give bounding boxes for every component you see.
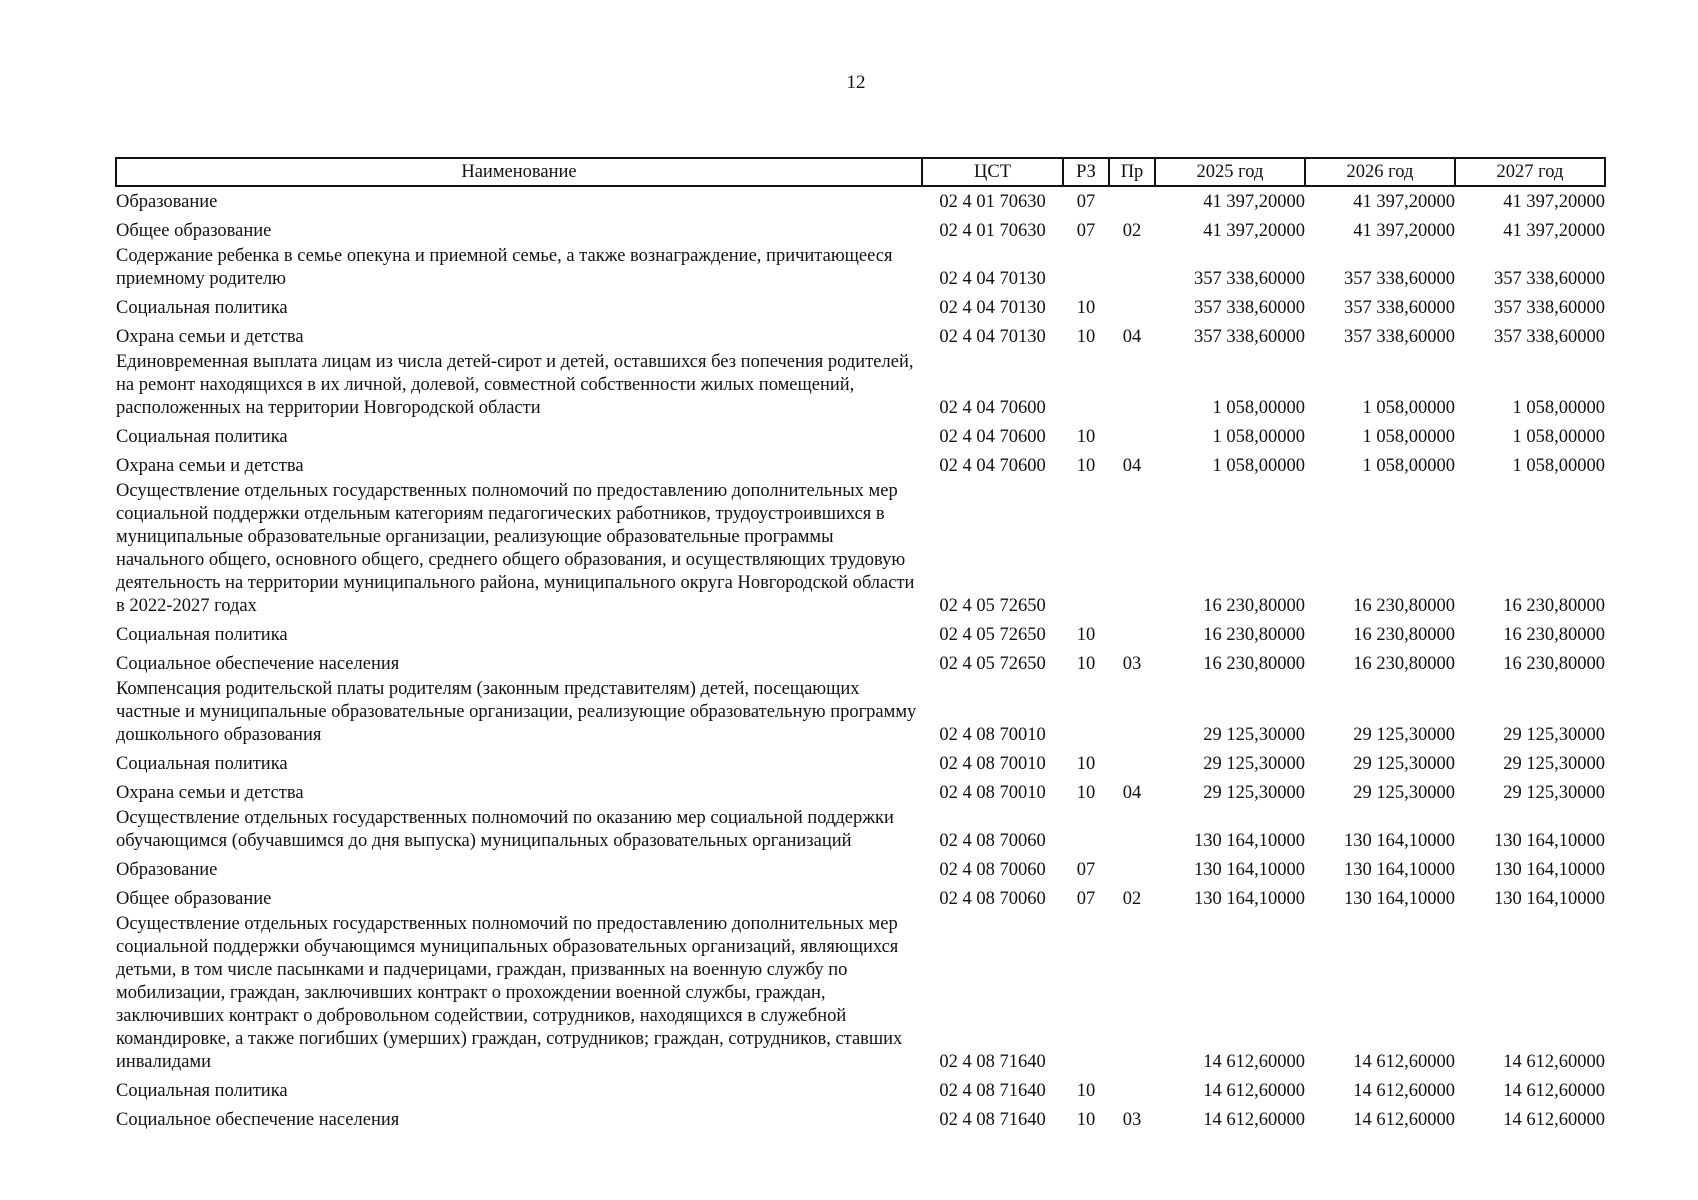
- cell-2026: 130 164,10000: [1344, 889, 1455, 909]
- table-row: [116, 186, 1605, 216]
- cell-2027: 14 612,60000: [1503, 1052, 1605, 1072]
- table-row: [116, 351, 1605, 422]
- cell-rz: 10: [1076, 625, 1096, 645]
- cell-2025: 16 230,80000: [1203, 625, 1305, 645]
- cell-pr: [1109, 855, 1155, 884]
- table-row: [116, 884, 1605, 913]
- table-row: [116, 855, 1605, 884]
- cell-2025: 357 338,60000: [1194, 327, 1305, 347]
- cell-2026: 16 230,80000: [1353, 596, 1455, 616]
- table-row: [116, 451, 1605, 480]
- cell-name: Образование: [116, 192, 218, 212]
- cell-cst: 02 4 08 71640: [939, 1052, 1046, 1072]
- cell-2026: 130 164,10000: [1344, 860, 1455, 880]
- table-row: [116, 245, 1605, 293]
- cell-rz: [1063, 807, 1109, 855]
- cell-pr: [1109, 913, 1155, 1076]
- cell-2026: 41 397,20000: [1353, 221, 1455, 241]
- table-row: [116, 216, 1605, 245]
- cell-cst: 02 4 08 70010: [939, 725, 1046, 745]
- cell-pr: [1109, 245, 1155, 293]
- cell-2025: 357 338,60000: [1194, 269, 1305, 289]
- cell-2027: 16 230,80000: [1503, 654, 1605, 674]
- cell-2027: 29 125,30000: [1503, 725, 1605, 745]
- cell-name: Охрана семьи и детства: [116, 783, 304, 803]
- cell-cst: 02 4 04 70130: [939, 269, 1046, 289]
- cell-2027: 357 338,60000: [1494, 298, 1605, 318]
- cell-pr: 03: [1122, 1110, 1142, 1130]
- cell-rz: [1063, 913, 1109, 1076]
- cell-cst: 02 4 08 70010: [939, 783, 1046, 803]
- cell-2027: 130 164,10000: [1494, 889, 1605, 909]
- table-row: [116, 322, 1605, 351]
- cell-rz: 07: [1076, 221, 1096, 241]
- cell-name: Осуществление отдельных государственных полномочий по предоставлению дополнительных мер социальной поддержки обучающимся муниципальных образовательных организаций, являющихся детьми, в том числе пасынками и падчерицами, граждан, призванных на военную службу по мобилизации, граждан, заключивших контракт о прохождении военной службы, граждан, заключивших контракт о добровольном содействии, сотрудников, находящихся в служебной командировке, а также погибших (умерших) граждан, сотрудников; граждан, сотрудников, ставших инвалидами: [116, 914, 903, 1072]
- cell-name: Компенсация родительской платы родителям (законным представителям) детей, посещающих частные и муниципальные образовательные организации, реализующие образовательную программу дошкольного образования: [116, 679, 917, 745]
- cell-cst: 02 4 04 70600: [939, 427, 1046, 447]
- cell-name: Охрана семьи и детства: [116, 327, 304, 347]
- cell-2025: 1 058,00000: [1212, 456, 1305, 476]
- cell-2025: 16 230,80000: [1203, 596, 1305, 616]
- header-2026: 2026 год: [1305, 158, 1455, 186]
- cell-pr: [1109, 749, 1155, 778]
- table-row: [116, 778, 1605, 807]
- budget-table: [115, 157, 1606, 1134]
- cell-2026: 14 612,60000: [1353, 1081, 1455, 1101]
- cell-pr: 02: [1122, 221, 1142, 241]
- cell-2026: 29 125,30000: [1353, 783, 1455, 803]
- cell-rz: [1063, 678, 1109, 749]
- cell-2025: 29 125,30000: [1203, 725, 1305, 745]
- table-body: [116, 186, 1605, 1134]
- cell-cst: 02 4 01 70630: [939, 192, 1046, 212]
- cell-rz: 07: [1076, 889, 1096, 909]
- cell-2025: 41 397,20000: [1203, 192, 1305, 212]
- cell-name: Общее образование: [116, 889, 272, 909]
- cell-pr: [1109, 293, 1155, 322]
- cell-cst: 02 4 05 72650: [939, 625, 1046, 645]
- header-cst: ЦСТ: [922, 158, 1063, 186]
- cell-2027: 29 125,30000: [1503, 783, 1605, 803]
- cell-2027: 41 397,20000: [1503, 221, 1605, 241]
- cell-name: Общее образование: [116, 221, 272, 241]
- table-row: [116, 913, 1605, 1076]
- cell-pr: 04: [1122, 456, 1142, 476]
- cell-name: Охрана семьи и детства: [116, 456, 304, 476]
- cell-pr: [1109, 1076, 1155, 1105]
- cell-2026: 357 338,60000: [1344, 298, 1455, 318]
- cell-name: Социальное обеспечение населения: [116, 654, 400, 674]
- cell-2025: 29 125,30000: [1203, 754, 1305, 774]
- cell-2026: 14 612,60000: [1353, 1110, 1455, 1130]
- cell-2025: 130 164,10000: [1194, 889, 1305, 909]
- cell-2027: 357 338,60000: [1494, 327, 1605, 347]
- cell-name: Образование: [116, 860, 218, 880]
- cell-2026: 16 230,80000: [1353, 654, 1455, 674]
- cell-pr: 03: [1122, 654, 1142, 674]
- cell-pr: [1109, 807, 1155, 855]
- cell-rz: 10: [1076, 427, 1096, 447]
- cell-cst: 02 4 05 72650: [939, 596, 1046, 616]
- cell-name: Социальная политика: [116, 625, 288, 645]
- cell-name: Социальное обеспечение населения: [116, 1110, 400, 1130]
- cell-2025: 130 164,10000: [1194, 860, 1305, 880]
- cell-2027: 41 397,20000: [1503, 192, 1605, 212]
- table-row: [116, 293, 1605, 322]
- cell-rz: 10: [1076, 1081, 1096, 1101]
- table-row: [116, 422, 1605, 451]
- cell-name: Осуществление отдельных государственных полномочий по предоставлению дополнительных мер социальной поддержки отдельным категориям педагогических работников, трудоустроившихся в муниципальные образовательные организации, реализующие образовательные программы начального общего, основного общего, среднего общего образования, и осуществляющих трудовую деятельность на территории муниципального района, муниципального округа Новгородской области в 2022-2027 годах: [116, 481, 915, 616]
- table-row: [116, 678, 1605, 749]
- cell-cst: 02 4 08 70060: [939, 860, 1046, 880]
- cell-2027: 1 058,00000: [1512, 427, 1605, 447]
- header-rz: РЗ: [1063, 158, 1109, 186]
- cell-2027: 16 230,80000: [1503, 596, 1605, 616]
- cell-cst: 02 4 08 71640: [939, 1081, 1046, 1101]
- table-row: [116, 807, 1605, 855]
- table-row: [116, 649, 1605, 678]
- cell-pr: 04: [1122, 783, 1142, 803]
- cell-2026: 1 058,00000: [1362, 398, 1455, 418]
- table-row: [116, 480, 1605, 620]
- cell-pr: [1109, 351, 1155, 422]
- cell-2027: 14 612,60000: [1503, 1110, 1605, 1130]
- cell-2026: 41 397,20000: [1353, 192, 1455, 212]
- cell-rz: 10: [1076, 327, 1096, 347]
- cell-rz: 10: [1076, 456, 1096, 476]
- cell-pr: [1109, 620, 1155, 649]
- cell-pr: 04: [1122, 327, 1142, 347]
- table-row: [116, 1105, 1605, 1134]
- cell-pr: [1109, 186, 1155, 216]
- cell-2025: 1 058,00000: [1212, 398, 1305, 418]
- cell-cst: 02 4 05 72650: [939, 654, 1046, 674]
- cell-2027: 357 338,60000: [1494, 269, 1605, 289]
- header-2027: 2027 год: [1455, 158, 1605, 186]
- table-header: [116, 158, 1605, 186]
- header-row: [116, 158, 1605, 186]
- cell-2025: 41 397,20000: [1203, 221, 1305, 241]
- cell-cst: 02 4 01 70630: [939, 221, 1046, 241]
- cell-cst: 02 4 08 70010: [939, 754, 1046, 774]
- cell-name: Социальная политика: [116, 298, 288, 318]
- header-name: Наименование: [116, 158, 922, 186]
- header-2025: 2025 год: [1155, 158, 1305, 186]
- page-number: 12: [846, 72, 866, 93]
- cell-cst: 02 4 04 70130: [939, 327, 1046, 347]
- cell-2025: 16 230,80000: [1203, 654, 1305, 674]
- cell-2025: 14 612,60000: [1203, 1081, 1305, 1101]
- cell-2026: 29 125,30000: [1353, 754, 1455, 774]
- cell-pr: [1109, 678, 1155, 749]
- cell-cst: 02 4 08 71640: [939, 1110, 1046, 1130]
- cell-2025: 14 612,60000: [1203, 1052, 1305, 1072]
- cell-rz: 07: [1076, 192, 1096, 212]
- cell-2026: 1 058,00000: [1362, 456, 1455, 476]
- cell-rz: [1063, 245, 1109, 293]
- cell-rz: 10: [1076, 1110, 1096, 1130]
- cell-2026: 130 164,10000: [1344, 831, 1455, 851]
- cell-rz: 10: [1076, 754, 1096, 774]
- table-row: [116, 749, 1605, 778]
- cell-2025: 1 058,00000: [1212, 427, 1305, 447]
- cell-cst: 02 4 08 70060: [939, 831, 1046, 851]
- cell-name: Единовременная выплата лицам из числа детей-сирот и детей, оставшихся без попечения родителей, на ремонт находящихся в их личной, долевой, совместной собственности жилых помещений, расположенных на территории Новгородской области: [116, 352, 914, 418]
- cell-cst: 02 4 04 70600: [939, 398, 1046, 418]
- cell-2027: 1 058,00000: [1512, 456, 1605, 476]
- cell-2027: 1 058,00000: [1512, 398, 1605, 418]
- cell-2026: 14 612,60000: [1353, 1052, 1455, 1072]
- cell-name: Осуществление отдельных государственных полномочий по оказанию мер социальной поддержки обучающимся (обучавшимся до дня выпуска) муниципальных образовательных организаций: [116, 808, 894, 851]
- cell-2027: 29 125,30000: [1503, 754, 1605, 774]
- table-row: [116, 1076, 1605, 1105]
- cell-pr: 02: [1122, 889, 1142, 909]
- cell-name: Социальная политика: [116, 754, 288, 774]
- cell-2027: 130 164,10000: [1494, 860, 1605, 880]
- cell-rz: 10: [1076, 654, 1096, 674]
- cell-cst: 02 4 04 70130: [939, 298, 1046, 318]
- cell-2026: 357 338,60000: [1344, 327, 1455, 347]
- header-pr: Пр: [1109, 158, 1155, 186]
- cell-name: Социальная политика: [116, 427, 288, 447]
- cell-2027: 16 230,80000: [1503, 625, 1605, 645]
- cell-cst: 02 4 04 70600: [939, 456, 1046, 476]
- cell-2026: 29 125,30000: [1353, 725, 1455, 745]
- cell-2026: 1 058,00000: [1362, 427, 1455, 447]
- cell-2025: 29 125,30000: [1203, 783, 1305, 803]
- cell-rz: 10: [1076, 298, 1096, 318]
- cell-pr: [1109, 422, 1155, 451]
- cell-2025: 357 338,60000: [1194, 298, 1305, 318]
- cell-2025: 130 164,10000: [1194, 831, 1305, 851]
- cell-2027: 130 164,10000: [1494, 831, 1605, 851]
- cell-rz: 10: [1076, 783, 1096, 803]
- cell-2025: 14 612,60000: [1203, 1110, 1305, 1130]
- cell-pr: [1109, 480, 1155, 620]
- cell-cst: 02 4 08 70060: [939, 889, 1046, 909]
- cell-name: Социальная политика: [116, 1081, 288, 1101]
- cell-rz: [1063, 351, 1109, 422]
- cell-2026: 16 230,80000: [1353, 625, 1455, 645]
- cell-rz: [1063, 480, 1109, 620]
- table-row: [116, 620, 1605, 649]
- cell-rz: 07: [1076, 860, 1096, 880]
- cell-2027: 14 612,60000: [1503, 1081, 1605, 1101]
- cell-name: Содержание ребенка в семье опекуна и приемной семье, а также вознаграждение, причитающееся приемному родителю: [116, 246, 893, 289]
- cell-2026: 357 338,60000: [1344, 269, 1455, 289]
